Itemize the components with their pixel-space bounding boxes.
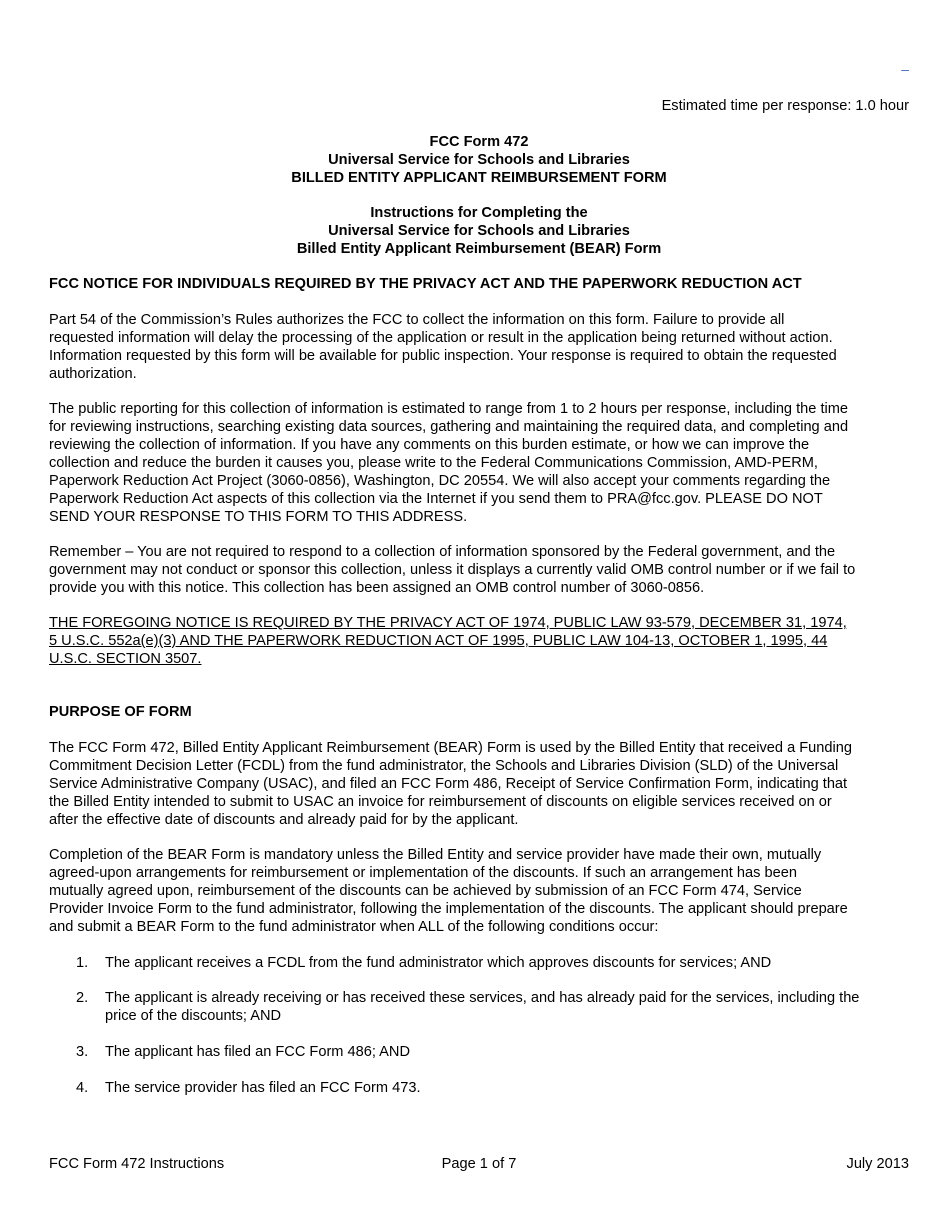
page-footer <box>49 1155 909 1173</box>
text-line: Completion of the BEAR Form is mandatory unless the Billed Entity and service provider have made their own, mutually <box>49 847 822 863</box>
form-title-block <box>49 133 909 187</box>
purpose-paragraph-2 <box>49 846 909 936</box>
text-line: mutually agreed upon, reimbursement of the discounts can be achieved by submission of an FCC Form 474, Service <box>49 883 802 899</box>
instructions-title-line-1: Instructions for Completing the <box>370 205 588 221</box>
notice-paragraph-2 <box>49 400 909 526</box>
form-number: FCC Form 472 <box>429 134 529 150</box>
legal-notice-paragraph <box>49 614 909 668</box>
list-number: 2. <box>76 990 89 1006</box>
text-line: The applicant has filed an FCC Form 486; AND <box>105 1044 410 1060</box>
text-line: agreed-upon arrangements for reimbursement or implementation of the discounts. If such an arrangement has been <box>49 865 797 881</box>
text-line: and submit a BEAR Form to the fund administrator when ALL of the following conditions occur: <box>49 919 659 935</box>
footer-page-number: Page 1 of 7 <box>441 1156 517 1172</box>
text-line: Provider Invoice Form to the fund administrator, following the implementation of the discounts. The applicant should prepare <box>49 901 848 917</box>
text-line: U.S.C. SECTION 3507. <box>49 651 202 667</box>
notice-paragraph-3 <box>49 543 909 597</box>
text-line: requested information will delay the processing of the application or result in the application being returned without action. <box>49 330 833 346</box>
text-line: 5 U.S.C. 552a(e)(3) AND THE PAPERWORK REDUCTION ACT OF 1995, PUBLIC LAW 104-13, OCTOBER 1, 1995, 44 <box>49 633 828 649</box>
text-line: The public reporting for this collection of information is estimated to range from 1 to 2 hours per response, including the time <box>49 401 849 417</box>
text-line: Remember – You are not required to respond to a collection of information sponsored by the Federal government, and the <box>49 544 836 560</box>
text-line: for reviewing instructions, searching existing data sources, gathering and maintaining the required data, and completing and <box>49 419 849 435</box>
text-line: reviewing the collection of information. If you have any comments on this burden estimate, or how we can improve the <box>49 437 810 453</box>
text-line: Service Administrative Company (USAC), and filed an FCC Form 486, Receipt of Service Confirmation Form, indicating that <box>49 776 848 792</box>
notice-paragraph-1 <box>49 311 909 383</box>
text-line: Part 54 of the Commission’s Rules authorizes the FCC to collect the information on this form. Failure to provide all <box>49 312 785 328</box>
text-line: The FCC Form 472, Billed Entity Applicant Reimbursement (BEAR) Form is used by the Billed Entity that received a Funding <box>49 740 852 756</box>
text-line: Paperwork Reduction Act Project (3060-0856), Washington, DC 20554. We will also accept your comments regarding the <box>49 473 831 489</box>
estimated-time: Estimated time per response: 1.0 hour <box>661 98 909 114</box>
text-line: the Billed Entity intended to submit to USAC an invoice for reimbursement of discounts on eligible services received on or <box>49 794 832 810</box>
list-number: 1. <box>76 955 89 971</box>
text-line: authorization. <box>49 366 137 382</box>
text-line: provide you with this notice. This collection has been assigned an OMB control number of 3060-0856. <box>49 580 705 596</box>
notice-heading: FCC NOTICE FOR INDIVIDUALS REQUIRED BY THE PRIVACY ACT AND THE PAPERWORK REDUCTION ACT <box>49 276 802 292</box>
text-line: THE FOREGOING NOTICE IS REQUIRED BY THE PRIVACY ACT OF 1974, PUBLIC LAW 93-579, DECEMBER 31, 1974, <box>49 615 847 631</box>
text-line: Paperwork Reduction Act aspects of this collection via the Internet if you send them to PRA@fcc.gov. PLEASE DO NOT <box>49 491 823 507</box>
text-line: Information requested by this form will be available for public inspection. Your response is required to obtain the requested <box>49 348 837 364</box>
document-page <box>49 0 909 1230</box>
text-line: price of the discounts; AND <box>105 1008 282 1024</box>
text-line: after the effective date of discounts and already paid for by the applicant. <box>49 812 519 828</box>
instructions-title-line-2: Universal Service for Schools and Libraries <box>328 223 630 239</box>
purpose-paragraph-1 <box>49 739 909 829</box>
footer-date: July 2013 <box>846 1156 909 1172</box>
list-number: 3. <box>76 1044 89 1060</box>
text-line: government may not conduct or sponsor this collection, unless it displays a currently valid OMB control number or if we fail to <box>49 562 856 578</box>
instructions-title-line-3: Billed Entity Applicant Reimbursement (BEAR) Form <box>296 241 662 257</box>
text-line: Commitment Decision Letter (FCDL) from the fund administrator, the Schools and Libraries Division (SLD) of the Universal <box>49 758 839 774</box>
text-line: collection and reduce the burden it causes you, please write to the Federal Communications Commission, AMD-PERM, <box>49 455 818 471</box>
purpose-heading: PURPOSE OF FORM <box>49 704 192 720</box>
program-name: Universal Service for Schools and Libraries <box>328 152 630 168</box>
form-name: BILLED ENTITY APPLICANT REIMBURSEMENT FORM <box>291 170 667 186</box>
header-dash: – <box>901 61 909 77</box>
list-number: 4. <box>76 1080 89 1096</box>
instructions-title-block <box>49 204 909 258</box>
footer-document-name: FCC Form 472 Instructions <box>49 1156 225 1172</box>
text-line: The service provider has filed an FCC Form 473. <box>105 1080 421 1096</box>
text-line: The applicant receives a FCDL from the fund administrator which approves discounts for services; AND <box>105 955 772 971</box>
text-line: SEND YOUR RESPONSE TO THIS FORM TO THIS ADDRESS. <box>49 509 468 525</box>
text-line: The applicant is already receiving or has received these services, and has already paid for the services, including the <box>105 990 860 1006</box>
